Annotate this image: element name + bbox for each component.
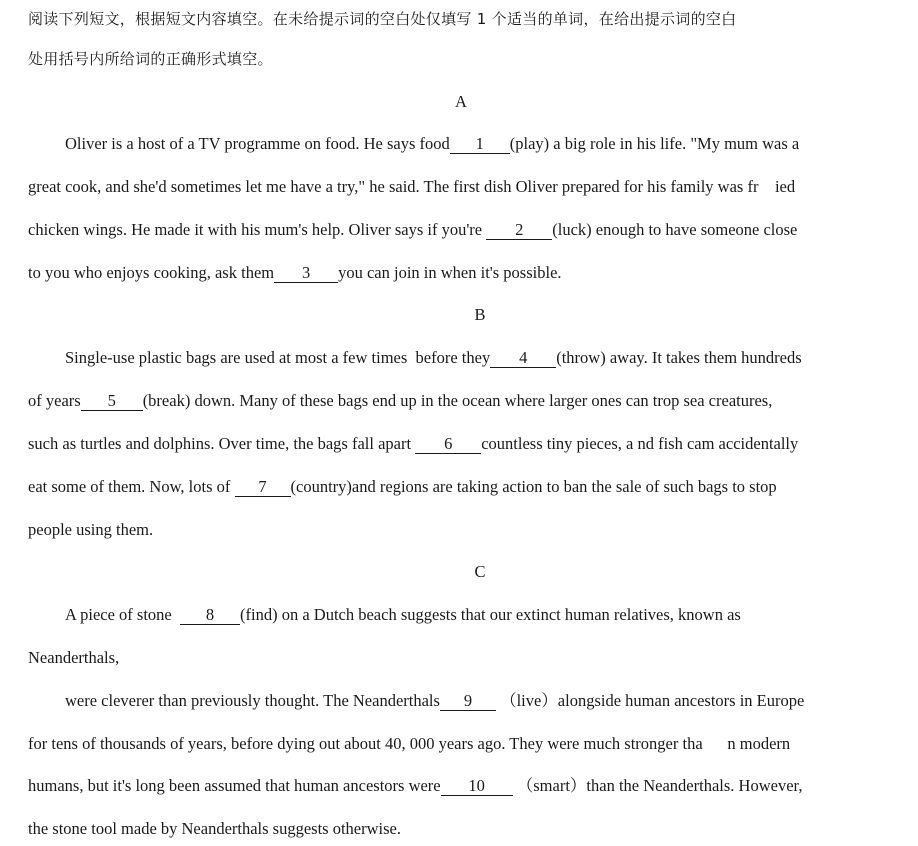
passage-b-text: (country)and regions are taking action to ban the sale of such bags to stop xyxy=(290,477,777,496)
passage-a-text: to you who enjoys cooking, ask them xyxy=(28,263,275,282)
passage-c-text: (find) on a Dutch beach suggests that our extinct human relatives, known as xyxy=(240,605,741,624)
passage-c-line-1 xyxy=(65,604,741,626)
passage-c-text: the stone tool made by Neanderthals suggests otherwise. xyxy=(28,819,401,838)
blank-2[interactable]: 2 xyxy=(486,221,552,240)
passage-b-text: people using them. xyxy=(28,520,154,539)
passage-b-text: Single-use plastic bags are used at most a few times before they xyxy=(65,348,491,367)
passage-a-line-2 xyxy=(28,176,795,198)
passage-a-text: chicken wings. He made it with his mum's help. Oliver says if you're xyxy=(28,220,487,239)
passage-c-text: for tens of thousands of years, before dying out about 40, 000 years ago. They were much stronger tha n modern xyxy=(28,734,791,753)
blank-9[interactable]: 9 xyxy=(440,692,496,711)
passage-c-line-4 xyxy=(28,733,790,755)
passage-c-text: （live）alongside human ancestors in Europe xyxy=(495,691,805,710)
blank-5[interactable]: 5 xyxy=(81,392,143,411)
passage-a-line-1 xyxy=(65,133,799,155)
passage-c-text: （smart）than the Neanderthals. However, xyxy=(512,776,803,795)
blank-1[interactable]: 1 xyxy=(450,135,510,154)
passage-a-text: (play) a big role in his life. "My mum was a xyxy=(509,134,800,153)
blank-10[interactable]: 10 xyxy=(441,777,513,796)
passage-a-heading: A xyxy=(455,92,467,111)
instructions-text-1: 阅读下列短文，根据短文内容填空。在未给提示词的空白处仅填写 1 个适当的单词，在给出提示词的空白 xyxy=(28,10,737,28)
passage-b-text: (break) down. Many of these bags end up in the ocean where larger ones can trop sea creatures, xyxy=(142,391,773,410)
blank-3[interactable]: 3 xyxy=(274,264,338,283)
passage-b-line-4 xyxy=(28,476,777,498)
passage-c-line-5 xyxy=(28,775,802,797)
passage-a-text: great cook, and she'd sometimes let me have a try," he said. The first dish Oliver prepared for his family was fr ied xyxy=(28,177,796,196)
passage-c-line-6 xyxy=(28,818,401,840)
passage-a-line-4 xyxy=(28,262,562,284)
passage-a-text: (luck) enough to have someone close xyxy=(552,220,798,239)
blank-8[interactable]: 8 xyxy=(180,606,240,625)
passage-b-text: (throw) away. It takes them hundreds xyxy=(556,348,802,367)
passage-a-text: Oliver is a host of a TV programme on food. He says food xyxy=(65,134,450,153)
passage-b-text: such as turtles and dolphins. Over time, the bags fall apart xyxy=(28,434,416,453)
passage-c-line-3 xyxy=(65,690,804,712)
passage-b-line-5 xyxy=(28,519,153,541)
passage-c-text: humans, but it's long been assumed that human ancestors were xyxy=(28,776,441,795)
passage-b-line-1 xyxy=(65,347,802,369)
passage-c-text: were cleverer than previously thought. The Neanderthals xyxy=(65,691,440,710)
blank-4[interactable]: 4 xyxy=(490,349,556,368)
instructions-text-2: 处用括号内所给词的正确形式填空。 xyxy=(28,50,273,68)
instructions-line-2 xyxy=(28,48,273,70)
passage-b-text: eat some of them. Now, lots of xyxy=(28,477,235,496)
instructions-line-1 xyxy=(28,8,736,30)
passage-c-line-2 xyxy=(28,647,119,669)
passage-b-line-2 xyxy=(28,390,772,412)
passage-c-heading: C xyxy=(474,562,486,581)
passage-a-text: you can join in when it's possible. xyxy=(338,263,562,282)
passage-b-line-3 xyxy=(28,433,798,455)
passage-b-text: of years xyxy=(28,391,81,410)
passage-c-text: Neanderthals, xyxy=(28,648,120,667)
passage-c-text: A piece of stone xyxy=(65,605,181,624)
passage-b-text: countless tiny pieces, a nd fish cam accidentally xyxy=(481,434,799,453)
passage-a-line-3 xyxy=(28,219,797,241)
blank-7[interactable]: 7 xyxy=(235,478,291,497)
blank-6[interactable]: 6 xyxy=(415,435,481,454)
passage-b-heading: B xyxy=(474,305,486,324)
